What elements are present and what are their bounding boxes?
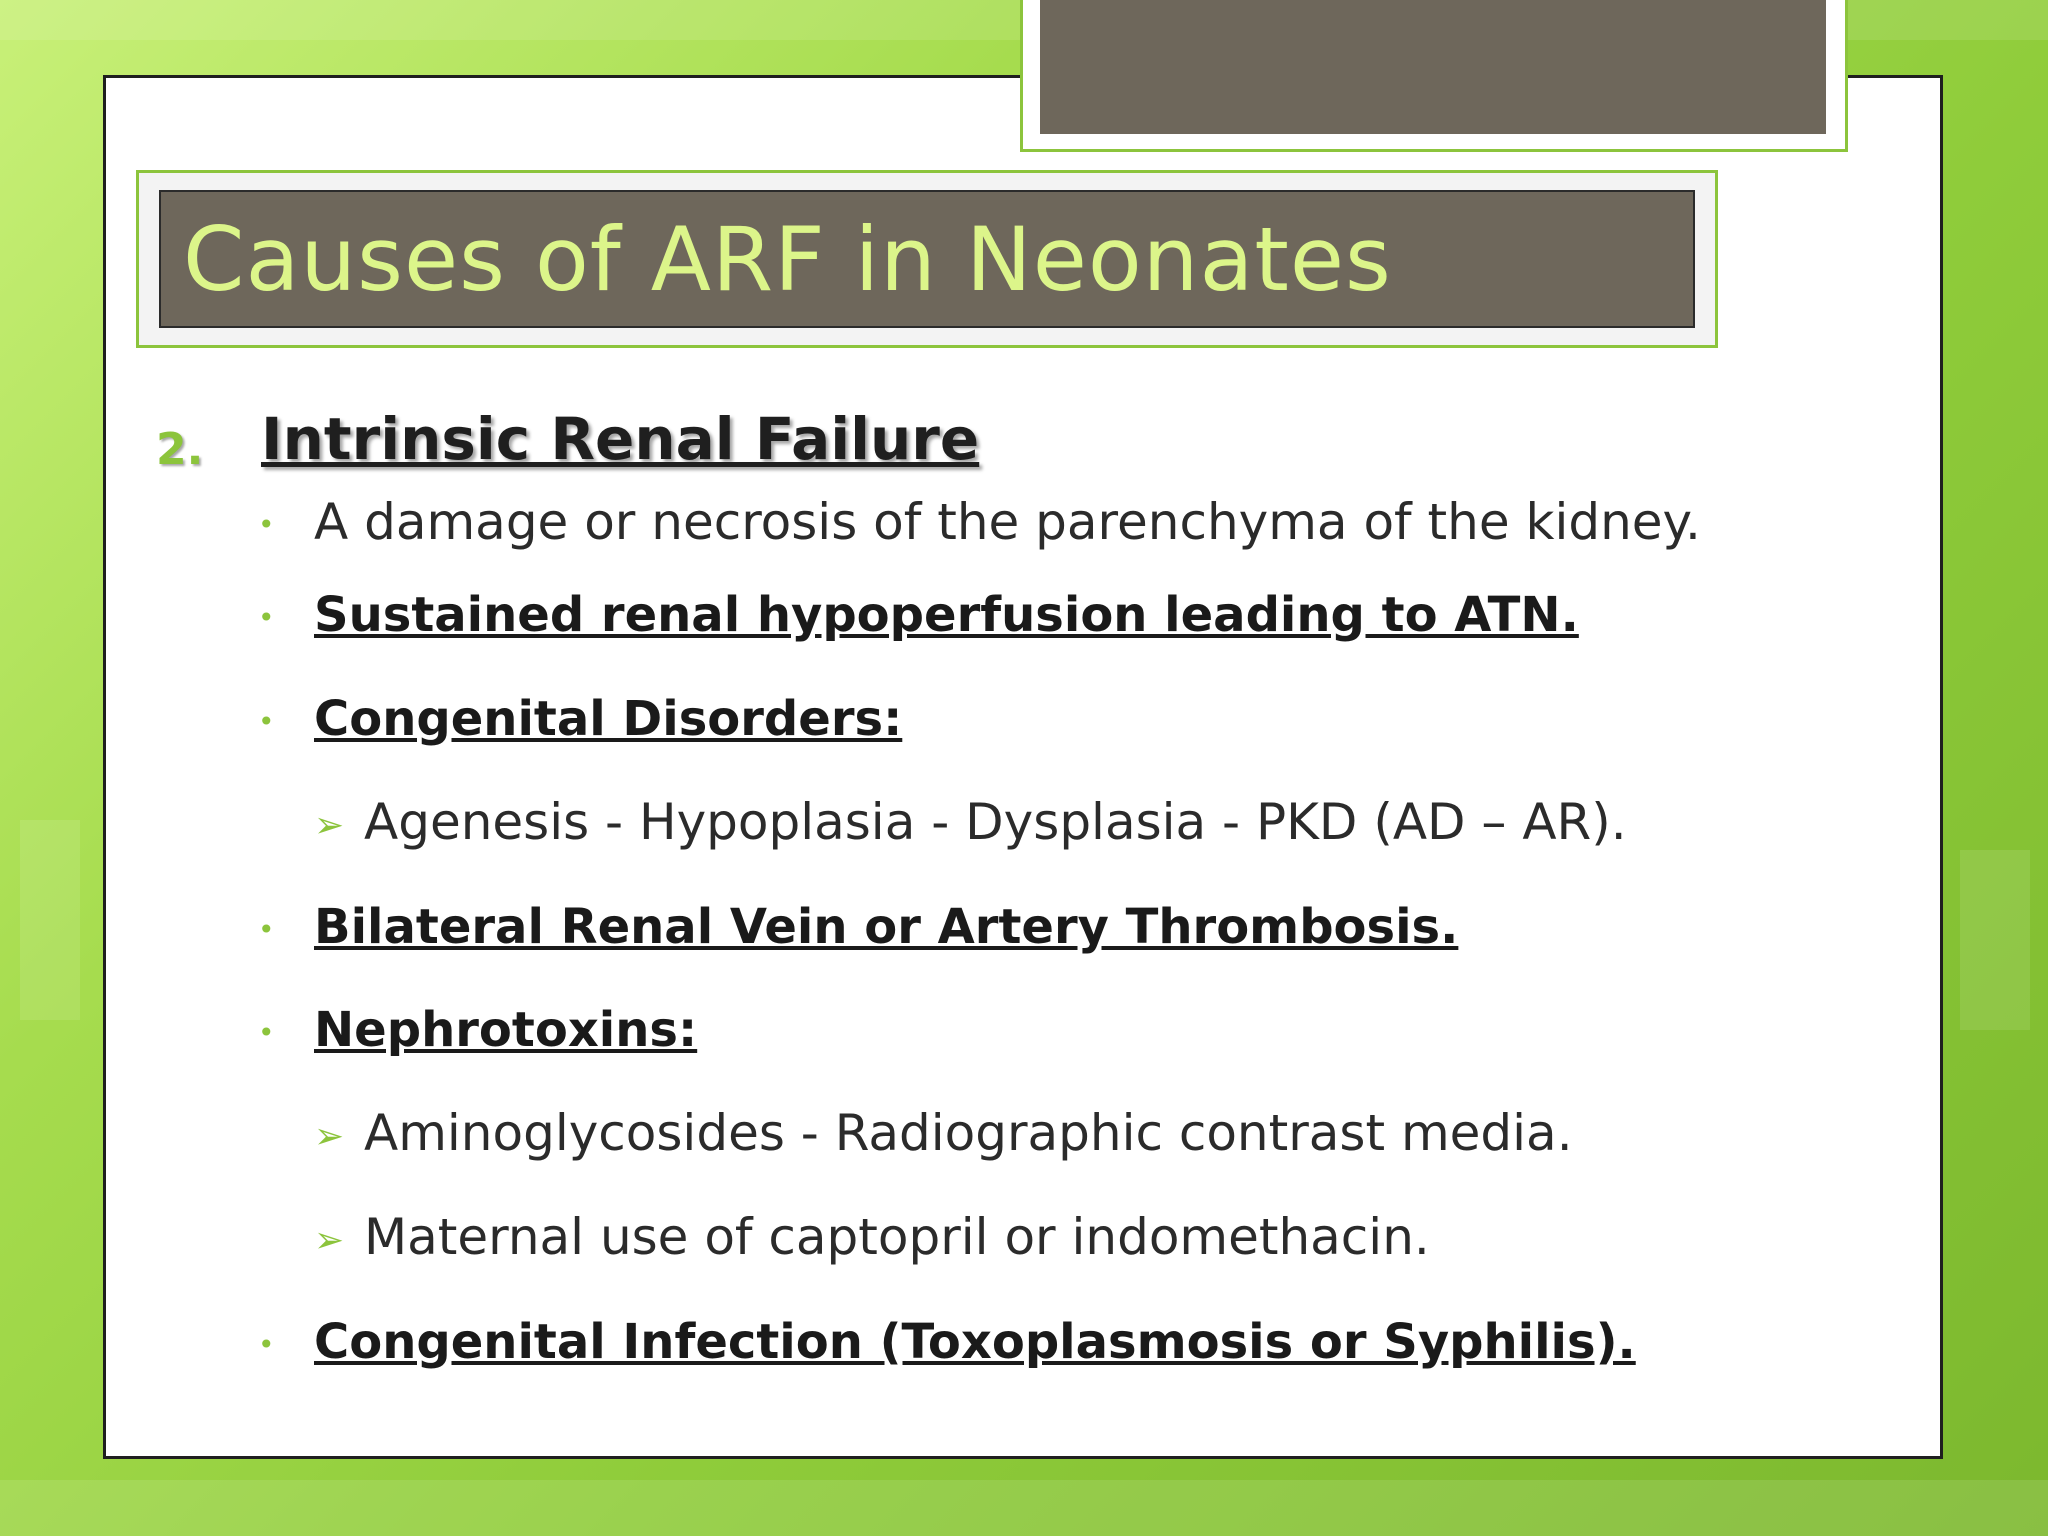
list-item: Bilateral Renal Vein or Artery Thrombosis. <box>314 899 1459 955</box>
section-number: 2. <box>156 424 204 475</box>
bullet-icon: • <box>258 705 275 738</box>
list-item: Congenital Infection (Toxoplasmosis or Syphilis). <box>314 1314 1636 1370</box>
sub-list-item: Aminoglycosides - Radiographic contrast media. <box>364 1104 1573 1162</box>
list-item: A damage or necrosis of the parenchyma of the kidney. <box>314 493 1701 551</box>
bullet-icon: • <box>258 1016 275 1049</box>
bullet-icon: • <box>258 601 275 634</box>
arrow-bullet-icon: ➢ <box>314 1116 345 1157</box>
sub-list-item: Agenesis - Hypoplasia - Dysplasia - PKD (AD – AR). <box>364 793 1627 851</box>
list-item: Nephrotoxins: <box>314 1002 698 1058</box>
list-item: Congenital Disorders: <box>314 691 903 747</box>
bullet-icon: • <box>258 508 275 541</box>
section-heading: Intrinsic Renal Failure <box>261 405 980 473</box>
bullet-icon: • <box>258 913 275 946</box>
slide-title: Causes of ARF in Neonates <box>183 207 1392 311</box>
sub-list-item: Maternal use of captopril or indomethacin. <box>364 1208 1430 1266</box>
list-item: Sustained renal hypoperfusion leading to ATN. <box>314 587 1579 643</box>
arrow-bullet-icon: ➢ <box>314 1220 345 1261</box>
arrow-bullet-icon: ➢ <box>314 805 345 846</box>
bullet-icon: • <box>258 1328 275 1361</box>
